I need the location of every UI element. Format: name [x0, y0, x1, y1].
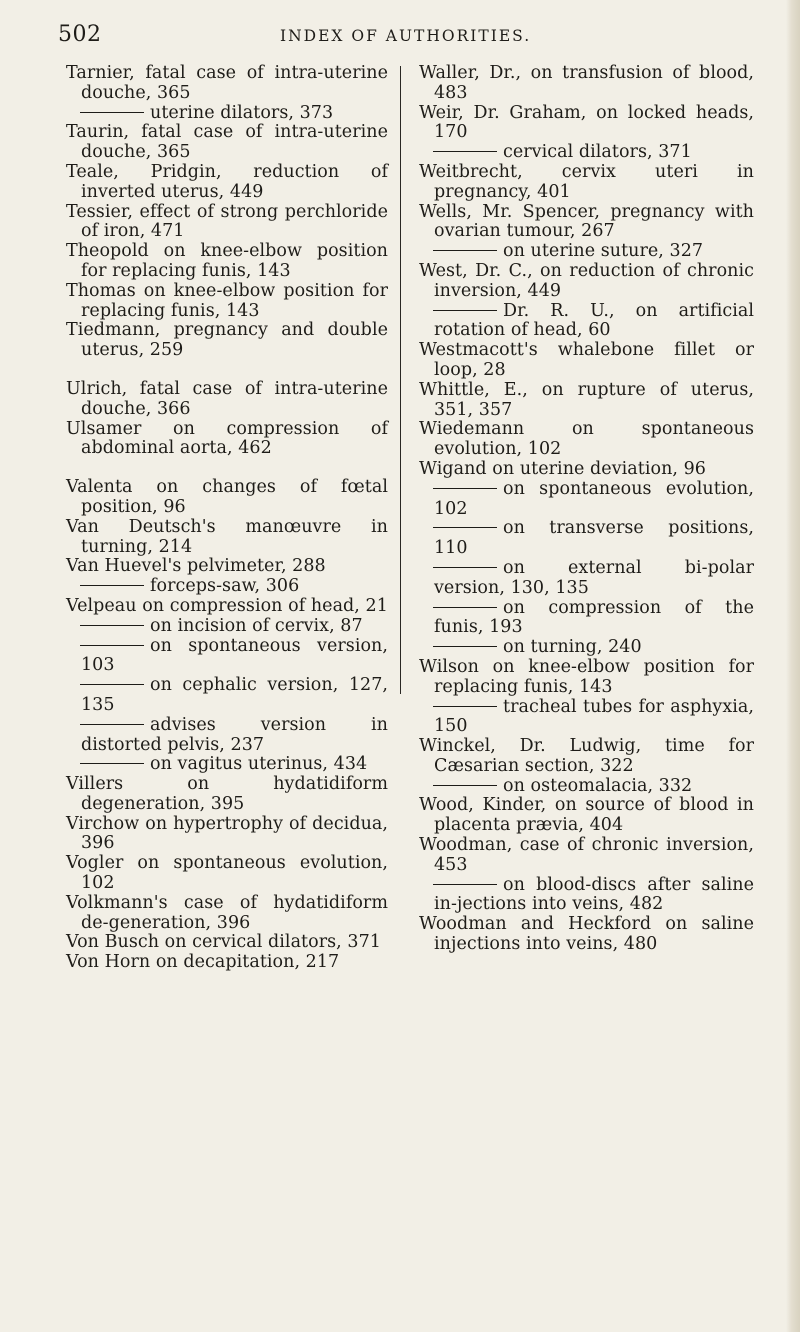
index-subentry	[419, 698, 754, 738]
entry-text: Van Huevel's pelvimeter, 288	[66, 556, 326, 577]
entry-text: on spontaneous evolution, 102	[434, 478, 754, 519]
ditto-dash	[80, 724, 144, 725]
index-entry	[419, 737, 754, 777]
index-entry	[419, 262, 754, 302]
entry-text: Dr. R. U., on artificial rotation of head, 60	[434, 300, 754, 341]
entry-text: tracheal tubes for asphyxia, 150	[434, 696, 754, 737]
right-index-column	[419, 64, 754, 955]
entry-text: on transverse positions, 110	[434, 518, 754, 559]
index-entry	[66, 557, 388, 577]
entry-text: Westmacott's whalebone fillet or loop, 28	[419, 340, 754, 380]
ditto-dash	[80, 585, 144, 586]
index-entry	[419, 104, 754, 144]
entry-text: Tiedmann, pregnancy and double uterus, 259	[66, 320, 388, 361]
entry-text: Theopold on knee-elbow position for replacing funis, 143	[66, 241, 388, 281]
entry-text: forceps-saw, 306	[150, 576, 300, 597]
entry-text: Valenta on changes of fœtal position, 96	[66, 477, 388, 517]
entry-text: Ulsamer on compression of abdominal aorta, 462	[66, 418, 388, 459]
entry-text: Wigand on uterine deviation, 96	[419, 458, 706, 479]
entry-text: Wood, Kinder, on source of blood in placenta prævia, 404	[419, 795, 754, 836]
ditto-dash	[80, 684, 144, 685]
ditto-dash	[433, 607, 497, 608]
entry-text: Tessier, effect of strong perchloride of iron, 471	[66, 201, 388, 242]
index-entry	[66, 321, 388, 361]
running-title: INDEX OF AUTHORITIES.	[280, 27, 532, 45]
index-entry	[66, 163, 388, 203]
index-subentry	[419, 777, 754, 797]
entry-text: Tarnier, fatal case of intra-uterine douche, 365	[66, 63, 388, 103]
ditto-dash	[80, 112, 144, 113]
entry-text: on blood-discs after saline in-jections into veins, 482	[434, 874, 754, 915]
entry-gap	[66, 459, 388, 478]
entry-text: uterine dilators, 373	[150, 102, 334, 123]
ditto-dash	[433, 567, 497, 568]
entry-text: Van Deutsch's manœuvre in turning, 214	[66, 516, 388, 557]
index-entry	[66, 775, 388, 815]
entry-text: Weir, Dr. Graham, on locked heads, 170	[419, 102, 754, 143]
left-index-column	[66, 64, 388, 973]
index-subentry	[419, 876, 754, 916]
index-subentry	[66, 676, 388, 716]
index-entry	[419, 836, 754, 876]
index-subentry	[419, 638, 754, 658]
entry-text: Villers on hydatidiform degeneration, 395	[66, 774, 388, 814]
page-number: 502	[58, 22, 102, 47]
entry-text: Thomas on knee-elbow position for replacing funis, 143	[66, 280, 388, 321]
entry-text: Waller, Dr., on transfusion of blood, 483	[419, 63, 754, 103]
entry-text: on vagitus uterinus, 434	[150, 754, 368, 775]
ditto-dash	[433, 785, 497, 786]
index-entry	[419, 460, 754, 480]
index-entry	[66, 380, 388, 420]
index-subentry	[66, 617, 388, 637]
index-entry	[66, 64, 388, 104]
ditto-dash	[80, 645, 144, 646]
entry-text: Whittle, E., on rupture of uterus, 351, 357	[419, 379, 754, 420]
index-entry	[66, 815, 388, 855]
entry-text: on uterine suture, 327	[503, 241, 704, 262]
entry-text: Woodman, case of chronic inversion, 453	[419, 835, 754, 875]
index-entry	[419, 163, 754, 203]
entry-text: on turning, 240	[503, 637, 642, 658]
ditto-dash	[433, 706, 497, 707]
index-subentry	[419, 480, 754, 520]
index-entry	[66, 420, 388, 460]
ditto-dash	[433, 250, 497, 251]
entry-text: Winckel, Dr. Ludwig, time for Cæsarian section, 322	[419, 736, 754, 776]
entry-text: on osteomalacia, 332	[503, 775, 693, 796]
entry-text: Vogler on spontaneous evolution, 102	[66, 853, 388, 894]
index-subentry	[419, 519, 754, 559]
index-entry	[66, 597, 388, 617]
index-entry	[66, 203, 388, 243]
entry-text: Wilson on knee-elbow position for replacing funis, 143	[419, 656, 754, 697]
index-subentry	[66, 755, 388, 775]
entry-text: Ulrich, fatal case of intra-uterine douche, 366	[66, 378, 388, 419]
index-subentry	[419, 242, 754, 262]
ditto-dash	[433, 488, 497, 489]
index-entry	[419, 796, 754, 836]
entry-text: West, Dr. C., on reduction of chronic inversion, 449	[419, 260, 754, 301]
entry-text: on spontaneous version, 103	[81, 635, 388, 676]
index-entry	[66, 854, 388, 894]
entry-text: Wells, Mr. Spencer, pregnancy with ovarian tumour, 267	[419, 201, 754, 242]
ditto-dash	[80, 763, 144, 764]
ditto-dash	[80, 625, 144, 626]
ditto-dash	[433, 884, 497, 885]
entry-text: on incision of cervix, 87	[150, 615, 363, 636]
index-entry	[419, 341, 754, 381]
index-entry	[66, 123, 388, 163]
index-subentry	[419, 302, 754, 342]
column-divider	[400, 66, 401, 694]
entry-text: on compression of the funis, 193	[434, 597, 754, 638]
index-entry	[66, 242, 388, 282]
index-entry	[419, 381, 754, 421]
index-entry	[66, 933, 388, 953]
entry-text: Wiedemann on spontaneous evolution, 102	[419, 419, 754, 460]
entry-text: on cephalic version, 127, 135	[81, 675, 388, 715]
entry-gap	[66, 361, 388, 380]
ditto-dash	[433, 527, 497, 528]
ditto-dash	[433, 646, 497, 647]
index-subentry	[66, 104, 388, 124]
index-entry	[66, 953, 388, 973]
entry-text: on external bi-polar version, 130, 135	[434, 557, 754, 598]
index-subentry	[66, 716, 388, 756]
index-entry	[419, 420, 754, 460]
ditto-dash	[433, 151, 497, 152]
entry-text: Teale, Pridgin, reduction of inverted uterus, 449	[66, 161, 388, 202]
entry-text: Taurin, fatal case of intra-uterine douche, 365	[66, 122, 388, 163]
index-entry	[419, 658, 754, 698]
page-header	[58, 22, 758, 54]
index-entry	[66, 282, 388, 322]
index-subentry	[419, 599, 754, 639]
index-entry	[419, 915, 754, 955]
entry-text: Volkmann's case of hydatidiform de-generation, 396	[66, 892, 388, 933]
index-subentry	[419, 559, 754, 599]
entry-text: Von Busch on cervical dilators, 371	[66, 932, 381, 953]
entry-text: Virchow on hypertrophy of decidua, 396	[66, 813, 388, 854]
index-entry	[419, 203, 754, 243]
index-entry	[66, 478, 388, 518]
ditto-dash	[433, 310, 497, 311]
index-entry	[66, 894, 388, 934]
page-edge-shadow	[786, 0, 800, 1332]
entry-text: cervical dilators, 371	[503, 142, 692, 163]
entry-text: Von Horn on decapitation, 217	[66, 952, 340, 973]
index-subentry	[66, 637, 388, 677]
index-subentry	[419, 143, 754, 163]
entry-text: Velpeau on compression of head, 21	[66, 595, 388, 616]
index-entry	[419, 64, 754, 104]
entry-text: Weitbrecht, cervix uteri in pregnancy, 401	[419, 161, 754, 202]
index-subentry	[66, 577, 388, 597]
entry-text: advises version in distorted pelvis, 237	[81, 714, 388, 755]
entry-text: Woodman and Heckford on saline injections into veins, 480	[419, 914, 754, 955]
index-entry	[66, 518, 388, 558]
